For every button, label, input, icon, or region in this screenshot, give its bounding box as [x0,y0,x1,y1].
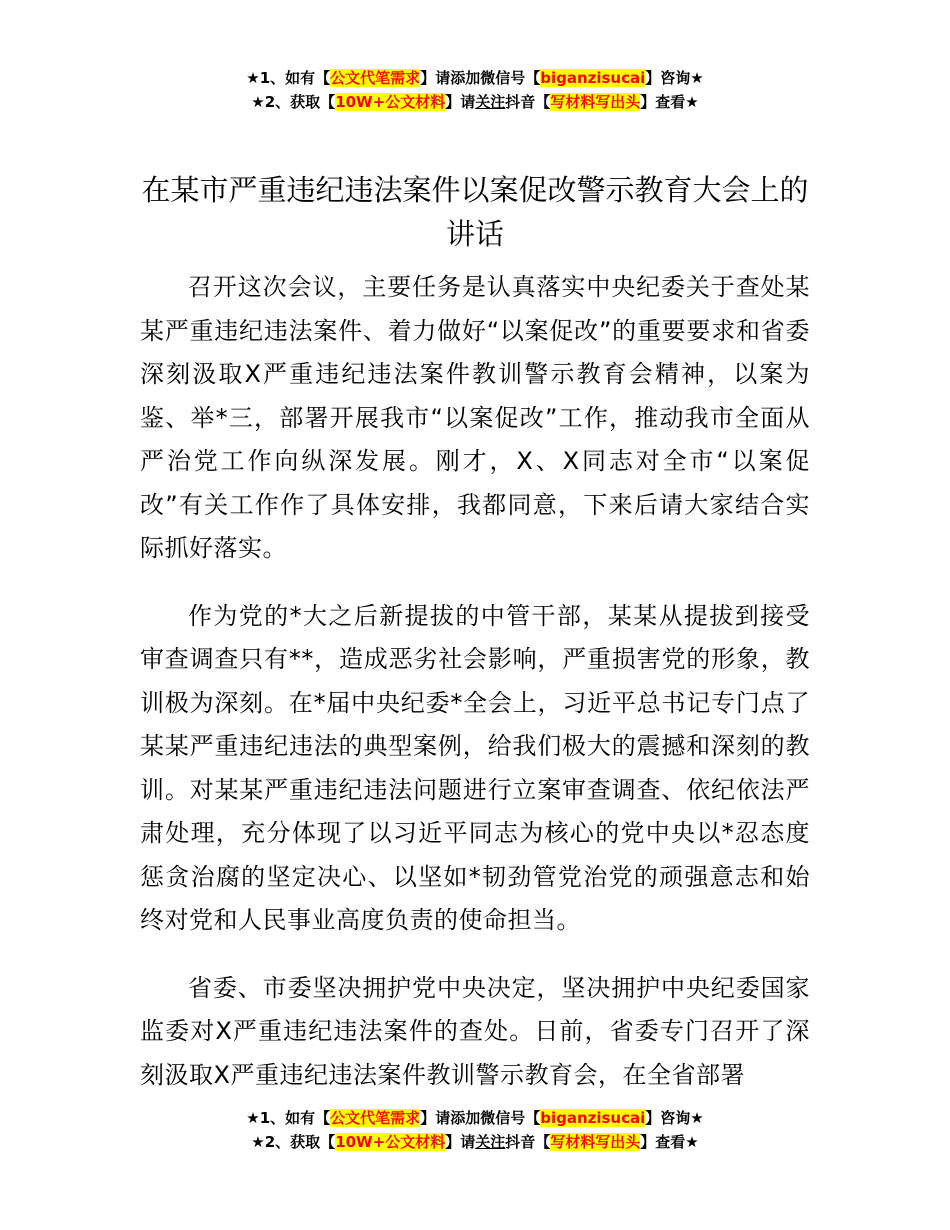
highlight-materials: 10W+公文材料 [335,1133,446,1151]
underlined-follow: 关注 [475,1133,506,1151]
paragraph-1: 召开这次会议，主要任务是认真落实中央纪委关于查处某某严重违纪违法案件、着力做好“以案促改”的重要要求和省委深刻汲取X严重违纪违法案件教训警示教育会精神，以案为鉴、举*三，部署开展我市“以案促改”工作，推动我市全面从严治党工作向纵深发展。刚才，X、X同志对全市“以案促改”有关工作作了具体安排，我都同意，下来后请大家结合实际抓好落实。 [140,273,810,562]
highlight-douyin: 写材料写出头 [550,93,641,111]
highlight-wechat-id: biganzisucai [540,69,646,87]
header-banner [0,66,950,114]
highlight-ghostwriting: 公文代笔需求 [330,1109,421,1127]
highlight-wechat-id: biganzisucai [540,1109,646,1127]
highlight-ghostwriting: 公文代笔需求 [330,69,421,87]
highlight-materials: 10W+公文材料 [335,93,446,111]
banner-line-1: ★1、如有【公文代笔需求】请添加微信号【biganzisucai】咨询★ [246,69,704,87]
banner-line-2: ★2、获取【10W+公文材料】请关注抖音【写材料写出头】查看★ [251,93,699,111]
document-title: 在某市严重违纪违法案件以案促改警示教育大会上的讲话 [141,173,809,251]
banner-line-2: ★2、获取【10W+公文材料】请关注抖音【写材料写出头】查看★ [251,1133,699,1151]
paragraph-2: 作为党的*大之后新提拔的中管干部，某某从提拔到接受审查调查只有**，造成恶劣社会影响，严重损害党的形象，教训极为深刻。在*届中央纪委*全会上，习近平总书记专门点了某某严重违纪违法的典型案例，给我们极大的震撼和深刻的教训。对某某严重违纪违法问题进行立案审查调查、依纪依法严肃处理，充分体现了以习近平同志为核心的党中央以*忍态度惩贪治腐的坚定决心、以坚如*韧劲管党治党的顽强意志和始终对党和人民事业高度负责的使命担当。 [140,601,810,934]
underlined-follow: 关注 [475,93,506,111]
paragraph-3: 省委、市委坚决拥护党中央决定，坚决拥护中央纪委国家监委对X严重违纪违法案件的查处。日前，省委专门召开了深刻汲取X严重违纪违法案件教训警示教育会，在全省部署 [140,973,810,1089]
banner-line-1: ★1、如有【公文代笔需求】请添加微信号【biganzisucai】咨询★ [246,1109,704,1127]
footer-banner [0,1106,950,1154]
highlight-douyin: 写材料写出头 [550,1133,641,1151]
document-body [140,266,810,1121]
